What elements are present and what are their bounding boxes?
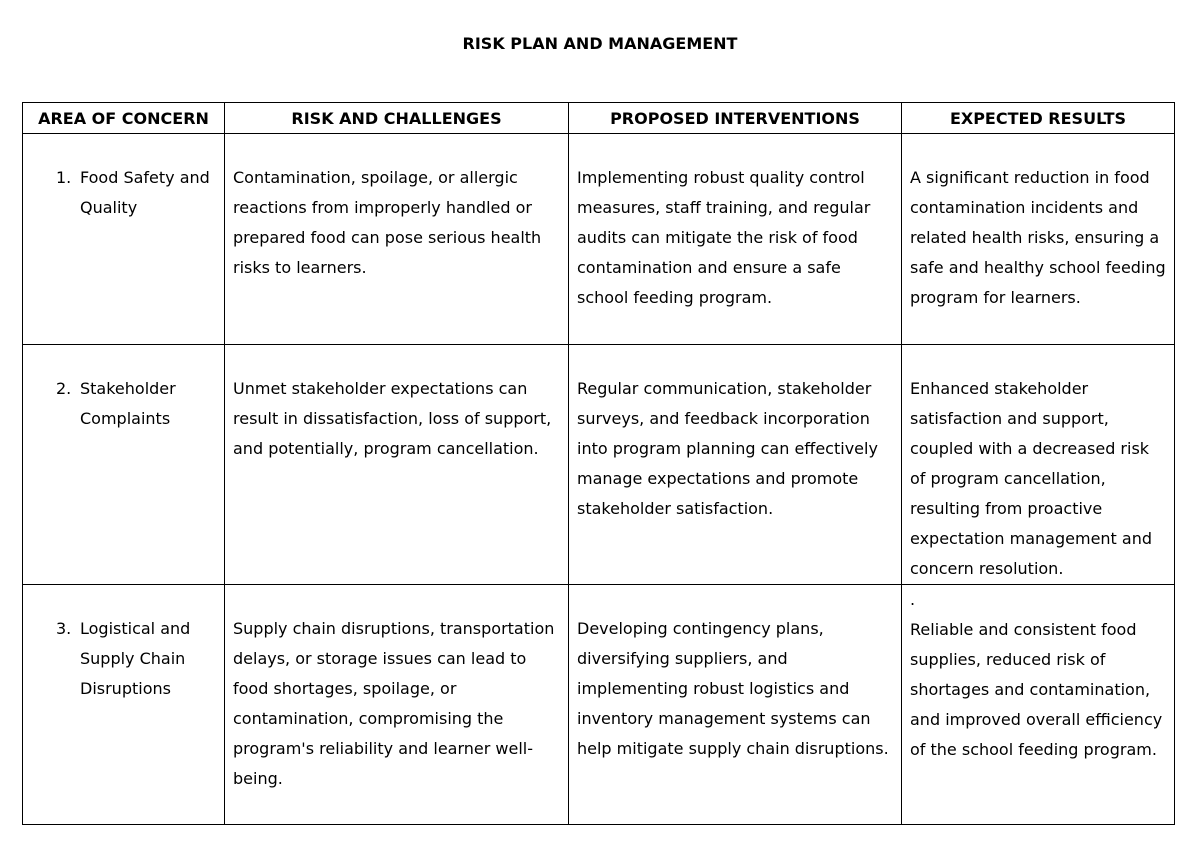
intervention-cell: Regular communication, stakeholder surveys, and feedback incorporation into program planning can effectively manage expectations and promote stakeholder satisfaction. <box>569 345 902 585</box>
intervention-cell: Implementing robust quality control measures, staff training, and regular audits can mitigate the risk of food contamination and ensure a safe school feeding program. <box>569 134 902 345</box>
area-label: Stakeholder Complaints <box>80 379 176 428</box>
result-text: Reliable and consistent food supplies, reduced risk of shortages and contamination, and improved overall efficiency of the school feeding program. <box>910 620 1163 759</box>
header-proposed-interventions: PROPOSED INTERVENTIONS <box>569 103 902 134</box>
risk-plan-table <box>22 102 1175 825</box>
table-row <box>23 345 1175 585</box>
result-cell <box>902 585 1175 825</box>
area-cell <box>23 345 225 585</box>
document-title: RISK PLAN AND MANAGEMENT <box>462 34 738 53</box>
header-expected-results: EXPECTED RESULTS <box>902 103 1175 134</box>
result-cell: Enhanced stakeholder satisfaction and support, coupled with a decreased risk of program cancellation, resulting from proactive expectation management and concern resolution. <box>902 345 1175 585</box>
result-cell: A significant reduction in food contamination incidents and related health risks, ensuring a safe and healthy school feeding program for learners. <box>902 134 1175 345</box>
risk-cell: Contamination, spoilage, or allergic reactions from improperly handled or prepared food can pose serious health risks to learners. <box>225 134 569 345</box>
header-risk-and-challenges: RISK AND CHALLENGES <box>225 103 569 134</box>
risk-cell: Supply chain disruptions, transportation delays, or storage issues can lead to food shortages, spoilage, or contamination, compromising the program's reliability and learner well-being. <box>225 585 569 825</box>
table-header-row <box>23 103 1175 134</box>
header-area-of-concern: AREA OF CONCERN <box>23 103 225 134</box>
area-cell <box>23 134 225 345</box>
risk-cell: Unmet stakeholder expectations can result in dissatisfaction, loss of support, and potentially, program cancellation. <box>225 345 569 585</box>
area-number: 1. <box>56 168 72 187</box>
area-label: Logistical and Supply Chain Disruptions <box>80 619 191 698</box>
table-row <box>23 585 1175 825</box>
stray-period: . <box>910 590 916 609</box>
area-number: 3. <box>56 619 72 638</box>
table-row <box>23 134 1175 345</box>
intervention-cell: Developing contingency plans, diversifying suppliers, and implementing robust logistics and inventory management systems can help mitigate supply chain disruptions. <box>569 585 902 825</box>
area-cell <box>23 585 225 825</box>
area-number: 2. <box>56 379 72 398</box>
area-label: Food Safety and Quality <box>80 168 210 217</box>
